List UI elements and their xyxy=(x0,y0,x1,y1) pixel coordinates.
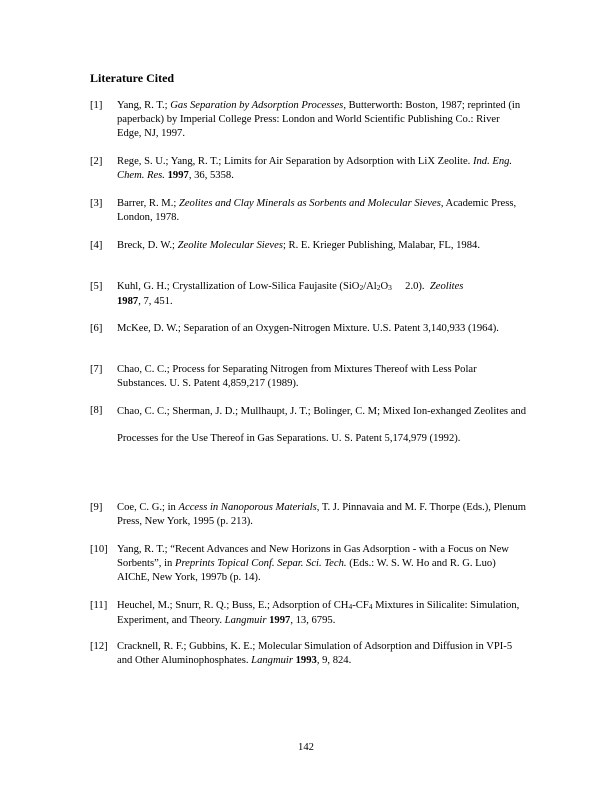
reference-text: Kuhl, G. H.; Crystallization of Low-Silica Faujasite (SiO2/Al2O3 2.0). Zeolites 1987, 7, 451. xyxy=(117,281,464,307)
page-number: 142 xyxy=(298,742,314,753)
reference-1 xyxy=(90,99,526,141)
reference-text: Yang, R. T.; Gas Separation by Adsorption Processes, Butterworth: Boston, 1987; reprinted (in paperback) by Imperial College Press: London and World Scientific Publishing Co.: River Edge, NJ, 1997. xyxy=(117,100,521,139)
reference-text: McKee, D. W.; Separation of an Oxygen-Nitrogen Mixture. U.S. Patent 3,140,933 (1964). xyxy=(117,323,499,334)
reference-number: [9] xyxy=(90,502,103,513)
reference-number: [3] xyxy=(90,198,103,209)
reference-number: [1] xyxy=(90,100,103,111)
reference-number: [5] xyxy=(90,281,103,292)
reference-number: [6] xyxy=(90,323,103,334)
reference-number: [8] xyxy=(90,405,103,416)
reference-7 xyxy=(90,363,526,391)
reference-10 xyxy=(90,543,526,585)
reference-number: [10] xyxy=(90,544,108,555)
reference-11 xyxy=(90,599,526,628)
reference-2 xyxy=(90,155,526,183)
reference-5 xyxy=(90,280,526,309)
reference-number: [4] xyxy=(90,240,103,251)
reference-text: Coe, C. G.; in Access in Nanoporous Materials, T. J. Pinnavaia and M. F. Thorpe (Eds.), Plenum Press, New York, 1995 (p. 213). xyxy=(117,502,526,527)
reference-number: [7] xyxy=(90,364,103,375)
reference-12 xyxy=(90,640,526,668)
reference-3 xyxy=(90,197,526,225)
reference-number: [11] xyxy=(90,600,108,611)
reference-text: Breck, D. W.; Zeolite Molecular Sieves; R. E. Krieger Publishing, Malabar, FL, 1984. xyxy=(117,240,480,251)
section-heading: Literature Cited xyxy=(90,71,175,85)
reference-4 xyxy=(90,239,526,253)
reference-8 xyxy=(90,398,526,452)
reference-9 xyxy=(90,501,526,529)
reference-text: Rege, S. U.; Yang, R. T.; Limits for Air Separation by Adsorption with LiX Zeolite. Ind. Eng. Chem. Res. 1997, 36, 5358. xyxy=(117,156,513,181)
reference-text: Chao, C. C.; Process for Separating Nitrogen from Mixtures Thereof with Less Polar Substances. U. S. Patent 4,859,217 (1989). xyxy=(117,364,477,389)
reference-text: Cracknell, R. F.; Gubbins, K. E.; Molecular Simulation of Adsorption and Diffusion in VPI-5 and Other Aluminophosphates. Langmuir 1993, 9, 824. xyxy=(117,641,513,666)
reference-6 xyxy=(90,322,526,336)
reference-text: Barrer, R. M.; Zeolites and Clay Minerals as Sorbents and Molecular Sieves, Academic Press, London, 1978. xyxy=(117,198,517,223)
reference-number: [2] xyxy=(90,156,103,167)
reference-text: Yang, R. T.; “Recent Advances and New Horizons in Gas Adsorption - with a Focus on New Sorbents”, in Preprints Topical Conf. Separ. Sci. Tech. (Eds.: W. S. W. Ho and R. G. Luo) AIChE, New York, 1997b (p. 14). xyxy=(117,544,509,583)
reference-text: Chao, C. C.; Sherman, J. D.; Mullhaupt, J. T.; Bolinger, C. M; Mixed Ion-exhanged Zeolites and Processes for the Use Thereof in Gas Separations. U. S. Patent 5,174,979 (1992). xyxy=(117,406,526,444)
reference-number: [12] xyxy=(90,641,108,652)
reference-text: Heuchel, M.; Snurr, R. Q.; Buss, E.; Adsorption of CH4-CF4 Mixtures in Silicalite: Simulation, Experiment, and Theory. Langmuir 1997, 13, 6795. xyxy=(117,600,520,626)
